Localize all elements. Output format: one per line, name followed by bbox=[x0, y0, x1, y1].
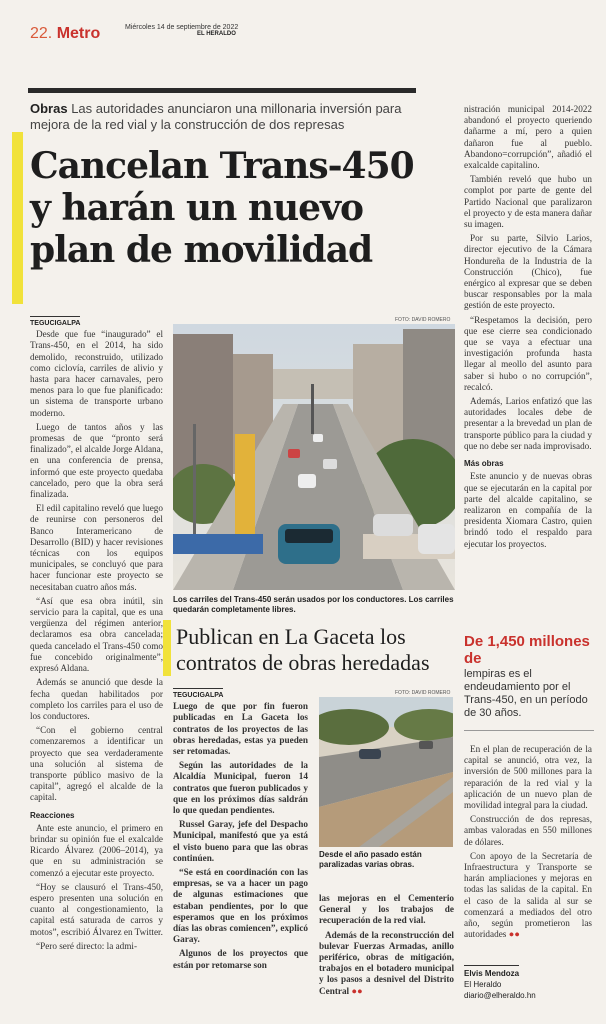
kicker-label: Obras bbox=[30, 101, 68, 116]
paragraph: El edil capitalino reveló que luego de reunirse con personeros del Banco Interamericano de Desarrollo (BID) y hacer revisiones técnicas con los equipos municipales, se concluyó que para hacer funcionar este proyecto se necesitaban cuatro años más. bbox=[30, 503, 163, 592]
main-headline: Cancelan Trans-450 y harán un nuevo plan de movilidad bbox=[30, 145, 414, 271]
subheadline-highlight bbox=[163, 620, 171, 676]
paragraph: Luego de tantos años y las promesas de que “pronto será finalizado”, el alcalde Jorge Aldana, en una conferencia de prensa, informó que este proyecto quedaba cancelado, pero que la obra será finalizada. bbox=[30, 421, 163, 500]
paper-name: EL HERALDO bbox=[197, 31, 236, 37]
kicker-text: Las autoridades anunciaron una millonaria inversión para mejora de la red vial y la construcción de dos represas bbox=[30, 101, 402, 132]
author-name: Elvis Mendoza bbox=[464, 965, 519, 979]
right-column bbox=[464, 104, 592, 553]
photo2-credit: FOTO: DAVID ROMERO bbox=[395, 690, 451, 696]
paragraph-text: Además de la reconstrucción del bulevar Fuerzas Armadas, anillo periférico, obras de mitigación, trabajos en el botadero municipal y los pasos a desnivel del Distrito Central bbox=[319, 929, 454, 996]
construction-photo-illustration bbox=[319, 697, 453, 847]
mid-column-2 bbox=[319, 893, 454, 1000]
paragraph: Además, Larios enfatizó que las autoridades locales debe de presentar a la brevedad un plan de transporte público para la ciudad y que no debe ser nada improvisado. bbox=[464, 396, 592, 451]
author-outlet: El Heraldo bbox=[464, 980, 502, 989]
page-number: 22. bbox=[30, 25, 53, 42]
paragraph: las mejoras en el Cementerio General y los trabajos de recuperación de la red vial. bbox=[319, 893, 454, 926]
left-column bbox=[30, 316, 163, 955]
mid-column-1 bbox=[173, 688, 308, 974]
paragraph: “Se está en coordinación con las empresas, se va a hacer un pago de algunas estimaciones que estaban pendientes, por lo que esperamos que en los próximos días las obras comiencen”, explicó Garay. bbox=[173, 867, 308, 945]
right-column-2 bbox=[464, 744, 592, 943]
section-name: Metro bbox=[56, 25, 101, 42]
paragraph: Russel Garay, jefe del Despacho Municipal, manifestó que ya está el visto bueno para que las obras continúen. bbox=[173, 819, 308, 863]
paragraph: Por su parte, Silvio Larios, director ejecutivo de la Cámara Hondureña de la Industria de la Construcción (Chico), fue enérgico al expresar que se deben buscar responsables por la mala gestión de este proyecto. bbox=[464, 233, 592, 311]
paragraph: “Pero seré directo: la admi- bbox=[36, 940, 138, 951]
paragraph: Construcción de dos represas, ambas valoradas en 550 millones de dólares. bbox=[464, 814, 592, 847]
paragraph: “Así que esa obra inútil, sin servicio para la capital, que es una vergüenza del régimen anterior, declaramos esa obra cancelada; queda cancelado el Trans-450 como fue concebido originalmente”, expresó Aldana. bbox=[30, 595, 163, 674]
street-photo-illustration bbox=[173, 324, 455, 590]
paragraph: Ante este anuncio, el primero en brindar su opinión fue el exalcalde Ricardo Álvarez (2006–2014), ya que en su administración se comenzó a ejecutar este proyecto. bbox=[30, 822, 163, 878]
paragraph bbox=[319, 930, 454, 997]
dateline: TEGUCIGALPA bbox=[173, 688, 223, 701]
dateline: TEGUCIGALPA bbox=[30, 316, 80, 329]
paragraph: “Con el gobierno central comenzaremos a identificar un proyecto que sea verdaderamente una solución al sistema de transporte público masivo de la capital”, agregó el alcalde de la capital. bbox=[30, 725, 163, 803]
subhead-reacciones: Reacciones bbox=[30, 810, 75, 820]
page-header bbox=[30, 25, 100, 43]
photo-credit: FOTO: DAVID ROMERO bbox=[395, 317, 451, 323]
photo-obras bbox=[319, 697, 453, 847]
paragraph: Desde que fue “inaugurado” el Trans-450, en el 2014, ha sido demolido, reconstruido, utilizado como ciclovía, carriles de alivio y hasta para hacer carnavales, pero menos para lo que fue planificado: un sistema de transporte urbano moderno. bbox=[30, 329, 163, 418]
photo-trans450 bbox=[173, 324, 455, 590]
paragraph: Algunos de los proyectos que están por retomarse son bbox=[173, 948, 308, 970]
photo-caption: Los carriles del Trans-450 serán usados por los conductores. Los carriles quedarán completamente libres. bbox=[173, 595, 454, 614]
author-email[interactable]: diario@elheraldo.hn bbox=[464, 991, 536, 1000]
stat-figure: De 1,450 millones de bbox=[464, 633, 590, 667]
stat-divider bbox=[464, 730, 594, 731]
paragraph: También reveló que hubo un complot por parte de gente del Partido Nacional que paralizaron el proyecto y de esta manera dañar su imagen. bbox=[464, 174, 592, 230]
secondary-headline: Publican en La Gaceta los contratos de obras heredadas bbox=[176, 624, 430, 675]
end-mark: ●● bbox=[508, 929, 520, 940]
highlight-bar bbox=[12, 132, 23, 304]
paragraph: “Respetamos la decisión, pero que ese cierre sea condicionado que se vaya a efectuar una investigación profunda hasta llegar al meollo del asunto para saber si hubo o no corrupción”, recalcó. bbox=[464, 314, 592, 392]
subhead-mas-obras: Más obras bbox=[464, 459, 504, 469]
paragraph: En el plan de recuperación de la capital se anunció, otra vez, la inversión de 500 millones para la reparación de la red vial y la aplicación de un nuevo plan de movilidad integral para la ciudad. bbox=[464, 744, 592, 811]
author-block bbox=[464, 965, 594, 1001]
paragraph bbox=[464, 851, 592, 941]
paragraph: Luego de que por fin fueron publicadas en La Gaceta los contratos de los proyectos de las obras heredadas, estas ya pueden ser retomadas. bbox=[173, 701, 308, 757]
paragraph: Además se anunció que desde la fecha quedan habilitados por completo los carriles para el uso de los conductores. bbox=[30, 677, 163, 721]
photo2-caption: Desde el año pasado están paralizadas varias obras. bbox=[319, 850, 422, 869]
paragraph: Según las autoridades de la Alcaldía Municipal, fueron 14 contratos que fueron publicados y que en los próximos días saldrán lo que quedan pendientes. bbox=[173, 760, 308, 816]
kicker bbox=[30, 101, 420, 133]
paragraph-text: Con apoyo de la Secretaría de Infraestructura y Transporte se harán ampliaciones y mejoras en todas las salidas de la capital. En el caso de la salida al sur se comenzará a mediados del otro año, según prometieron las autoridades bbox=[464, 850, 592, 940]
paragraph: “Hoy se clausuró el Trans-450, espero presenten una solución en cuanto al congestionamiento, la capital está saturada de carros y motos”, escribió Álvarez en Twitter. bbox=[30, 881, 163, 937]
issue-date: Miércoles 14 de septiembre de 2022 bbox=[125, 24, 239, 31]
paragraph: Este anuncio y de nuevas obras que se ejecutarán en la capital por parte del alcalde capitalino, se realizaron en compañía de la presidenta Xiomara Castro, quien brindó todo el respaldo para ejecutar los proyectos. bbox=[464, 471, 592, 549]
stat-text: lempiras es el endeudamiento por el Trans-450, en un período de 30 años. bbox=[464, 668, 588, 719]
paragraph: nistración municipal 2014-2022 abandonó el proyecto queriendo dañarme a mí, pero a quien dañaron fue al pueblo. Abandono=corrupción”, añadió el exalcalde capitalino. bbox=[464, 104, 592, 171]
top-rule bbox=[28, 88, 416, 93]
end-mark: ●● bbox=[351, 985, 363, 996]
